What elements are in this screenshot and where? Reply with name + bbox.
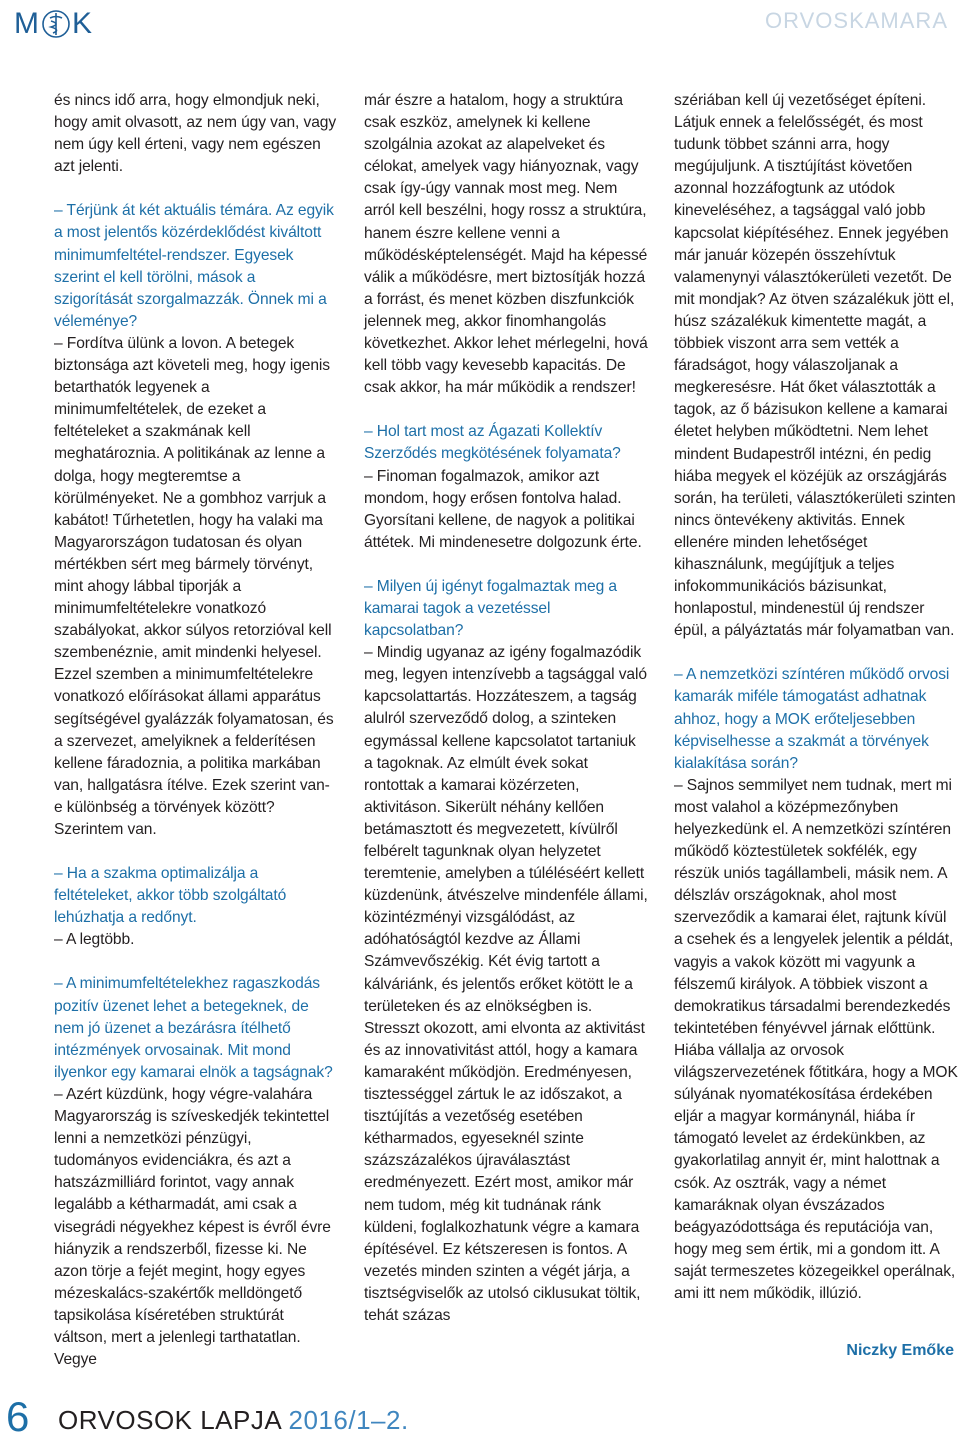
paragraph-gap [54,841,338,863]
interview-answer: – Mindig ugyanaz az igény fogalmazódik meg, legyen intenzívebb a tagsággal való kapcsolattartás. Hozzáteszem, a tagság alulról szerveződő dolog, a szinteken egymással kellene kapcsolatot tartaniuk a tagoknak. Az elmúlt évek sokat rontottak a kamarai közérzeten, aktivitáson. Sikerült néhány kellően betámasztott és megvezetett, kívülről felbérelt tagunknak olyan helyzetet teremtenie, amelyben a túléléséért kellett küzdenünk, átvészelve mindenféle állami, közintézményi vizsgálódást, az adóhatóságtól kezdve az Állami Számvevőszékig. Két évig tartott a kálváriánk, és jelentős erőket kötött le a területeken és az elnökségben is. Stresszt okozott, ami elvonta az aktivitást és az innovativitást attól, hogy a kamara kamaraként működjön. Eredményesen, tisztességgel zártuk le az időszakot, a tisztújítás a vezetőség esetében kétharmados, egyeseknél szinte százszázalékos újraválasztást eredményezett. Ezért most, amikor már nem tudom, még kit tudnának ránk küldeni, foglalkozhatunk végre a kamara építésével. Ez kétszeresen is fontos. A vezetés minden szinten a végét járja, a tisztségviselők az utolsó ciklusukat töltik, tehát százas [364,644,648,1324]
publication-line [58,1405,409,1435]
interview-question: – Hol tart most az Ágazati Kollektív Szerződés megkötésének folyamata? [364,423,621,463]
issue-number: 2016/1–2. [288,1405,409,1435]
logo-letter-k: K [72,7,94,41]
mok-logo [14,6,93,41]
interview-answer: és nincs idő arra, hogy elmondjuk neki, hogy amit olvasott, az nem úgy van, vagy nem úgy kell érteni, vagy nem egészen azt jelenti. [54,92,337,176]
caduceus-coin-icon [41,9,71,39]
interview-answer: – Finoman fogalmazok, amikor azt mondom, hogy erősen fontolva halad. Gyorsítani kellene, de nagyok a politikai áttétek. Mi mindenesetre dolgozunk érte. [364,467,642,551]
interview-question: – Térjünk át két aktuális témára. Az egyik a most jelentős közérdeklődést kiváltott minimumfeltétel-rendszer. Egyesek szerint el kell törölni, mások a szigorítását szorgalmazzák. Önnek mi a véleménye? [54,202,334,330]
interview-question: – A minimumfeltételekhez ragaszkodás pozitív üzenet lehet a betegeknek, de nem jó üzenet a bezárásra ítélhető intézmények orvosainak. Mit mond ilyenkor egy kamarai elnök a tagságnak? [54,975,333,1081]
paragraph-gap [364,399,648,421]
page-number: 6 [6,1393,30,1440]
section-title: ORVOSKAMARA [765,8,948,33]
author-name: Niczky Emőke [846,1342,954,1359]
paragraph-gap [364,554,648,576]
publication-title: ORVOSOK LAPJA [58,1405,281,1435]
page-footer [0,1395,960,1439]
interview-question: – Ha a szakma optimalizálja a feltételeket, akkor több szolgáltató lehúzhatja a redőnyt. [54,865,287,927]
interview-answer: – Azért küzdünk, hogy végre-valahára Magyarország is szíveskedjék tekintettel lenni a nemzetközi pénzügyi, tudományos evidenciákra, és azt a hatszázmilliárd forintot, vagy annak legalább a kétharmadát, ami csak a visegrádi négyekhez képest is évről évre hiányzik a rendszerből, fizesse ki. Ne azon törje a fejét megint, hogy egyes mézeskalács-szakértők melldöngető tapsikolása kíséretében struktúrát váltson, mert a jelenlegi tarthatatlan. Vegye [54,1085,331,1369]
interview-answer: már észre a hatalom, hogy a struktúra csak eszköz, amelynek ki kellene szolgálnia azokat az alapelveket és célokat, amelyek vagy hiányoznak, vagy csak így-úgy vannak most meg. Nem arról kell beszélni, hogy rossz a struktúra, hanem észre kellene venni a működésképtelenségét. Majd ha képessé válik a működésre, mert biztosítják hozzá a forrást, és menet közben diszfunkciók jelennek meg, akkor finomhangolás következhet. Akkor lehet mérlegelni, hová kell több vagy kevesebb kapacitás. De csak akkor, ha már működik a rendszer! [364,92,648,397]
text-column-1 [54,90,338,1371]
interview-answer: szériában kell új vezetőséget építeni. Látjuk ennek a felelősségét, és most tudunk többet szánni arra, hogy megújuljunk. A tisztújítást követően azonnal hozzáfogtunk az utódok kineveléséhez, a tagsággal való jobb kapcsolat kiépítéséhez. Ennek jegyében már január közepén összehívtuk valamenynyi választókerületi vezetőt. De mit mondjak? Az ötven százalékuk jött el, húsz százalékuk kimentette magát, a többiek viszont arra sem vették a fáradságot, hogy válaszoljanak a megkeresésre. Hát őket választották a tagok, az ő bázisukon kellene a kamarai életet helyben működtetni. Nem lehet mindent Budapestről intézni, én pedig hiába megyek el közéjük az országjárás során, ha területi, választókerületi szinten nincs öntevékeny aktivitás. Ennek ellenére minden lehetőséget kihasználunk, megújítjuk a teljes infokommunikációs bázisunkat, honlapostul, mindenestül új rendszer épül, a pályáztatás már folyamatban van. [674,92,956,640]
interview-answer: – A legtöbb. [54,931,135,949]
interview-answer: – Fordítva ülünk a lovon. A betegek biztonsága azt követeli meg, hogy igenis betarthatók legyenek a minimumfeltételek, de ezeket a feltételeket a szakmának kell meghatároznia. A politikának az lenne a dolga, hogy megteremtse a körülményeket. Ne a gombhoz varrjuk a kabátot! Tűrhetetlen, hogy ha valaki ma Magyarországon tudatosan és olyan mértékben sért meg bármely törvényt, mint ahogy lábbal tiporják a minimumfeltételekre vonatkozó szabályokat, akkor súlyos retorzióval kell szembenéznie, amit mindenki helyesel. Ezzel szemben a minimumfeltételekre vonatkozó előírásokat állami apparátus segítségével gyalázzák folyamatosan, és a szervezet, amelyiknek a felderítésen kellene fáradoznia, a politika markában van, hallgatásra ítélve. Ezek szerint van-e különbség a törvények között? Szerintem van. [54,334,334,838]
text-column-3 [674,90,958,1305]
interview-answer: – Sajnos semmilyet nem tudnak, mert mi most valahol a középmezőnyben helyezkedünk el. A nemzetközi színtéren működő köztestületek sokfélék, egy részük uniós tagállambeli, másik nem. A délszláv országoknak, ahol most szerveződik a kamarai élet, rajtunk kívül a csehek és a lengyelek jelentik a példát, vagyis a vakok között mi vagyunk a félszemű királyok. A többiek viszont a demokratikus társadalmi berendezkedés tekintetében fényévvel járnak előttünk. Hiába vállalja az orvosok világszervezetének főtitkára, hogy a MOK súlyának nyomatékosítása érdekében eljár a magyar kormánynál, hiába ír támogató levelet az érdekünkben, az gyakorlatilag annyit ér, mint halottnak a csók. Az osztrák, vagy a német kamaráknak olyan évszázados beágyazódottsága és reputációja van, hogy meg sem értik, mi a gondom itt. A saját termeszetes közegeikkel operálnak, ami itt nem működik, illúzió. [674,776,958,1302]
logo-letter-m: M [14,7,40,41]
interview-question: – A nemzetközi színtéren működő orvosi kamarák miféle támogatást adhatnak ahhoz, hogy a MOK erőteljesebben képviselhesse a szakmát a törvények kialakítása során? [674,666,950,772]
paragraph-gap [674,642,958,664]
text-column-2 [364,90,648,1327]
paragraph-gap [54,951,338,973]
paragraph-gap [54,178,338,200]
interview-question: – Milyen új igényt fogalmaztak meg a kamarai tagok a vezetéssel kapcsolatban? [364,577,617,640]
